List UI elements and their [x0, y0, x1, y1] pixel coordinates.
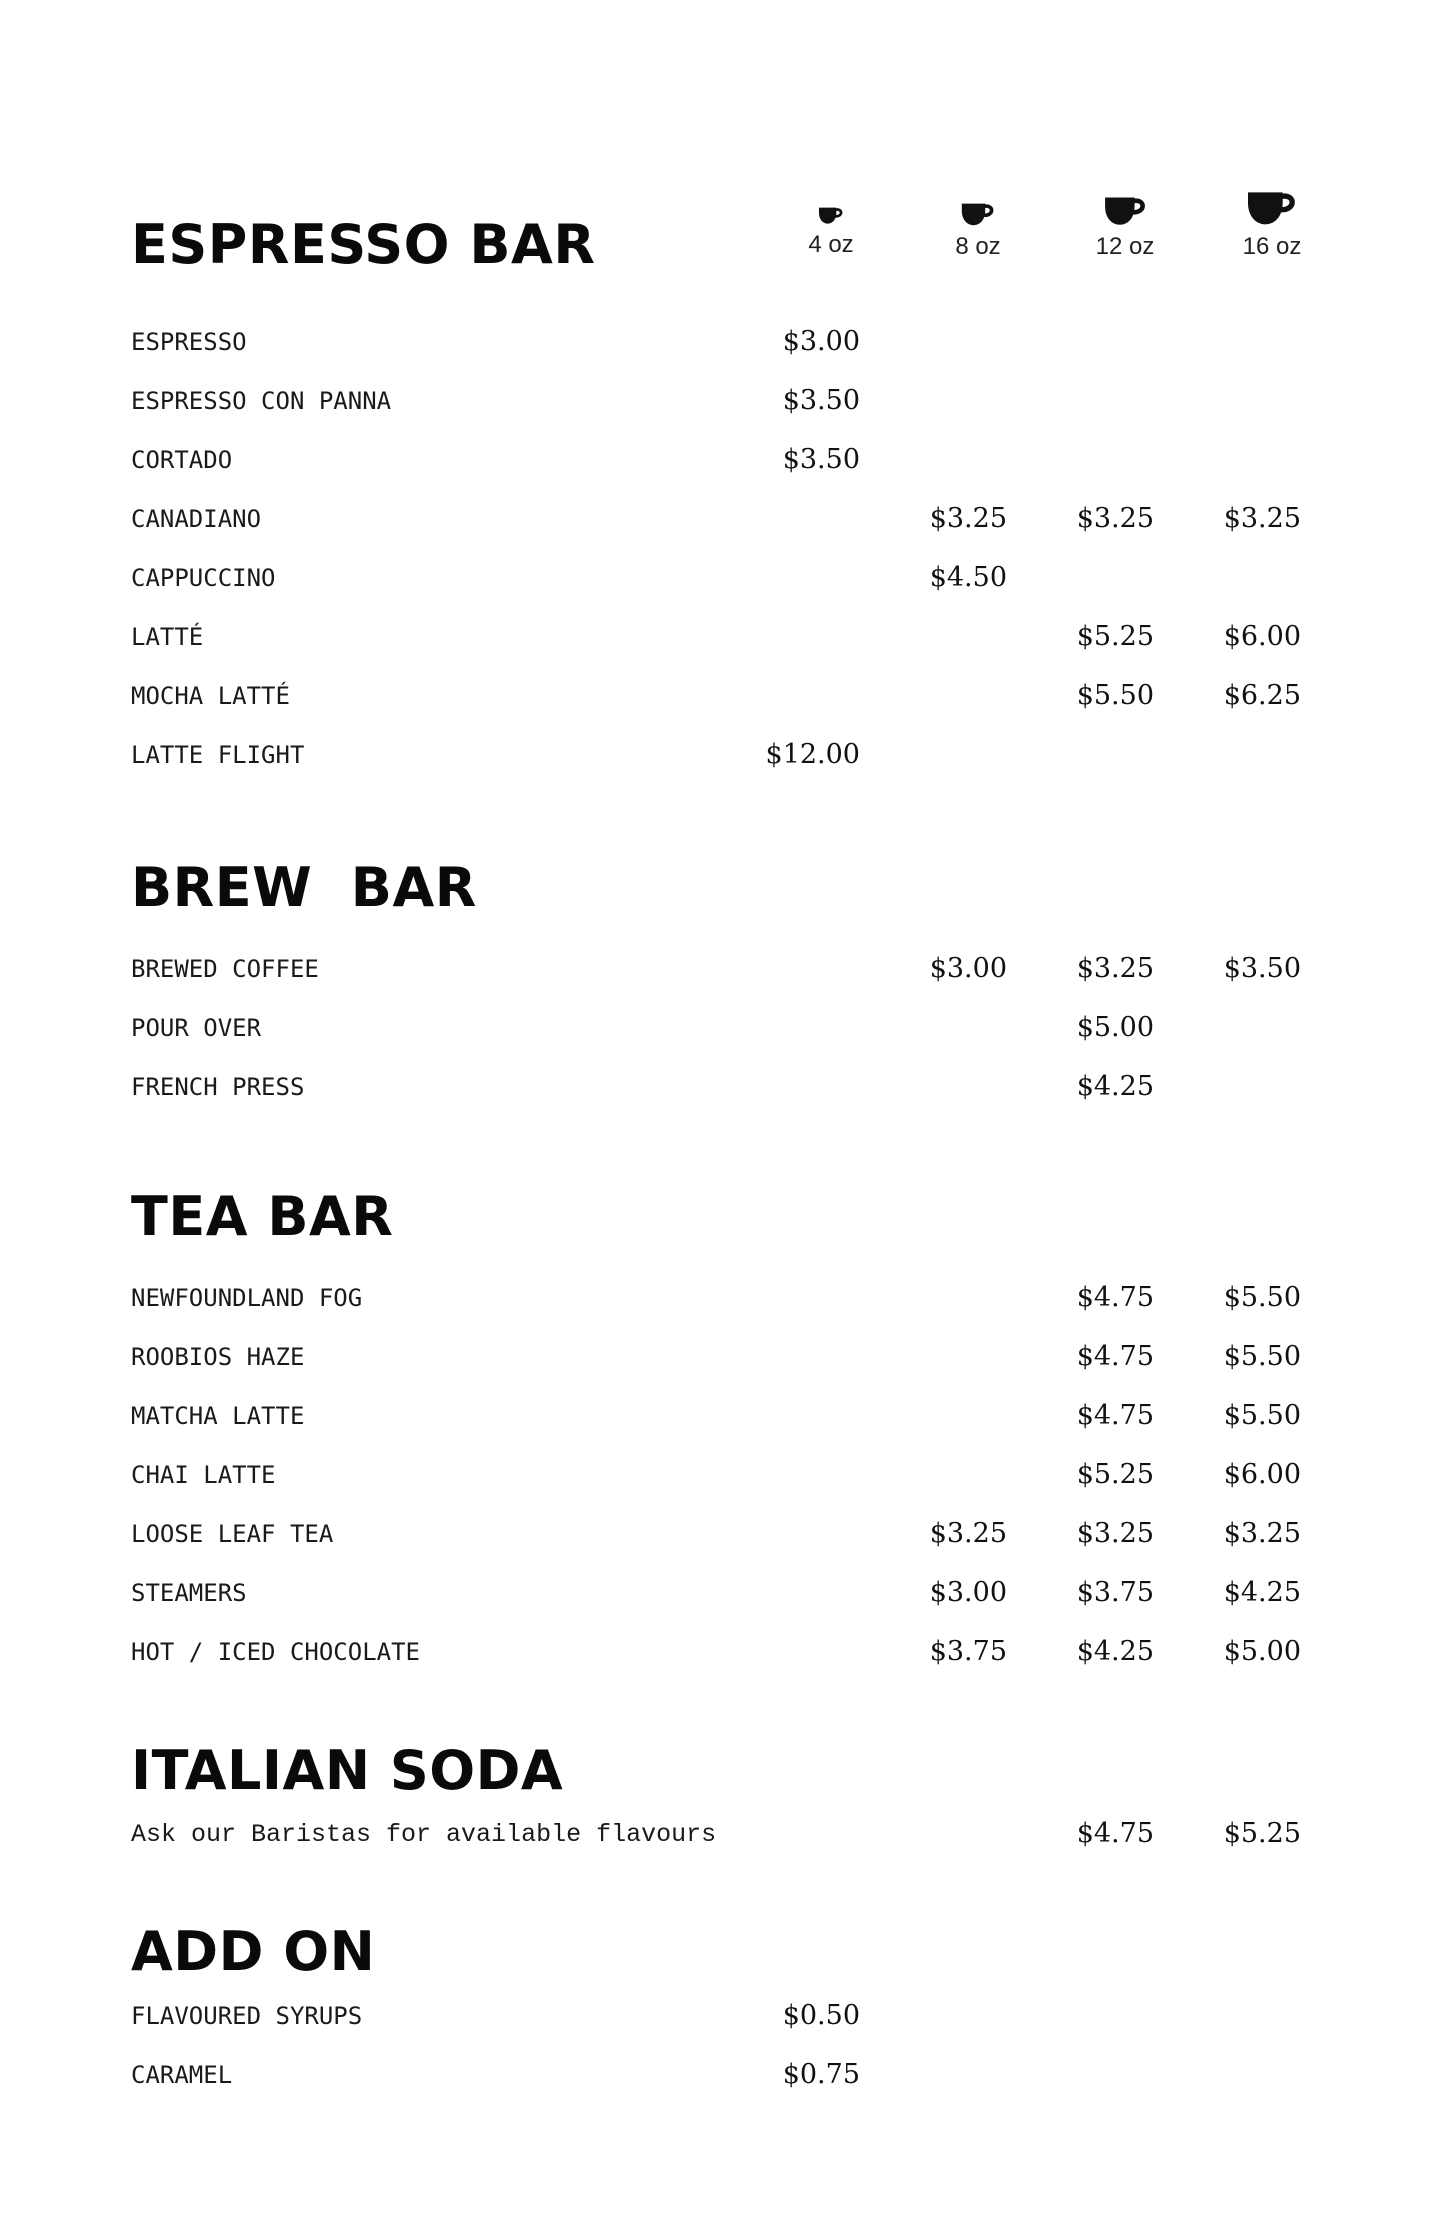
menu-item-name: FLAVOURED SYRUPS — [131, 2002, 363, 2030]
size-header-16oz — [1212, 187, 1332, 261]
menu-item-price-8oz: $3.25 — [929, 503, 1007, 534]
size-header-12oz — [1065, 193, 1185, 261]
menu-item-price-12oz: $3.25 — [1076, 953, 1154, 984]
menu-item-price-12oz: $3.25 — [1076, 1518, 1154, 1549]
menu-item-price-4oz: $3.50 — [782, 385, 860, 416]
menu-item-price-16oz: $5.25 — [1223, 1818, 1301, 1849]
menu-item-price-16oz: $5.50 — [1223, 1341, 1301, 1372]
menu-item-price-12oz: $4.25 — [1076, 1071, 1154, 1102]
menu-item-price-12oz: $3.75 — [1076, 1577, 1154, 1608]
menu-item-price-16oz: $3.50 — [1223, 953, 1301, 984]
menu-item-price-12oz: $5.25 — [1076, 1459, 1154, 1490]
menu-item-price-16oz: $4.25 — [1223, 1577, 1301, 1608]
menu-item-price-12oz: $5.50 — [1076, 680, 1154, 711]
menu-item-price-12oz: $4.25 — [1076, 1636, 1154, 1667]
soda-note: Ask our Baristas for available flavours — [131, 1820, 717, 1849]
menu-item-price-4oz: $3.50 — [782, 444, 860, 475]
menu-item-price-16oz: $3.25 — [1223, 503, 1301, 534]
large-cup-icon — [1102, 193, 1149, 227]
menu-item-name: LATTÉ — [131, 623, 204, 651]
size-label-4oz: 4 oz — [808, 231, 854, 258]
menu-item-price-16oz: $5.00 — [1223, 1636, 1301, 1667]
menu-item-price-4oz: $12.00 — [765, 739, 860, 770]
menu-item-price-8oz: $3.00 — [929, 953, 1007, 984]
menu-item-name: POUR OVER — [131, 1014, 262, 1042]
menu-item-name: FRENCH PRESS — [131, 1073, 305, 1101]
size-header-8oz — [918, 200, 1038, 261]
menu-item-name: HOT / ICED CHOCOLATE — [131, 1638, 420, 1666]
menu-item-name: CANADIANO — [131, 505, 262, 533]
menu-item-price-8oz: $3.00 — [929, 1577, 1007, 1608]
size-label-8oz: 8 oz — [955, 233, 1001, 260]
menu-item-price-12oz: $5.00 — [1076, 1012, 1154, 1043]
italian-soda-title: ITALIAN SODA — [131, 1739, 564, 1802]
menu-item-price-12oz: $4.75 — [1076, 1282, 1154, 1313]
menu-item-name: CARAMEL — [131, 2061, 233, 2089]
menu-item-name: CHAI LATTE — [131, 1461, 276, 1489]
menu-item-price-12oz: $3.25 — [1076, 503, 1154, 534]
menu-item-name: LATTE FLIGHT — [131, 741, 305, 769]
menu-item-name: ROOBIOS HAZE — [131, 1343, 305, 1371]
menu-item-price-12oz: $4.75 — [1076, 1818, 1154, 1849]
menu-item-name: CAPPUCCINO — [131, 564, 276, 592]
menu-item-price-12oz: $4.75 — [1076, 1400, 1154, 1431]
menu-item-price-8oz: $3.75 — [929, 1636, 1007, 1667]
menu-item-name: CORTADO — [131, 446, 233, 474]
menu-item-name: BREWED COFFEE — [131, 955, 319, 983]
menu-item-price-4oz: $0.75 — [782, 2059, 860, 2090]
menu-item-price-16oz: $6.00 — [1223, 1459, 1301, 1490]
menu-item-price-8oz: $4.50 — [929, 562, 1007, 593]
menu-item-price-16oz: $3.25 — [1223, 1518, 1301, 1549]
small-cup-icon — [817, 205, 845, 225]
menu-item-price-12oz: $5.25 — [1076, 621, 1154, 652]
size-header-4oz — [771, 205, 891, 259]
menu-item-name: STEAMERS — [131, 1579, 247, 1607]
menu-item-price-4oz: $0.50 — [782, 2000, 860, 2031]
add-on-title: ADD ON — [131, 1920, 376, 1983]
menu-item-name: ESPRESSO — [131, 328, 247, 356]
menu-item-name: ESPRESSO CON PANNA — [131, 387, 392, 415]
menu-item-name: NEWFOUNDLAND FOG — [131, 1284, 363, 1312]
menu-item-price-16oz: $6.25 — [1223, 680, 1301, 711]
menu-item-price-16oz: $5.50 — [1223, 1282, 1301, 1313]
menu-item-price-12oz: $4.75 — [1076, 1341, 1154, 1372]
tea-bar-title: TEA BAR — [131, 1185, 394, 1248]
menu-item-price-8oz: $3.25 — [929, 1518, 1007, 1549]
espresso-bar-title: ESPRESSO BAR — [131, 213, 596, 276]
menu-item-price-4oz: $3.00 — [782, 326, 860, 357]
menu-item-price-16oz: $5.50 — [1223, 1400, 1301, 1431]
menu-item-price-16oz: $6.00 — [1223, 621, 1301, 652]
menu-item-name: MOCHA LATTÉ — [131, 682, 290, 710]
menu-item-name: LOOSE LEAF TEA — [131, 1520, 334, 1548]
size-label-16oz: 16 oz — [1242, 233, 1302, 260]
size-label-12oz: 12 oz — [1095, 233, 1155, 260]
menu-item-name: MATCHA LATTE — [131, 1402, 305, 1430]
medium-cup-icon — [959, 200, 997, 227]
xlarge-cup-icon — [1244, 187, 1300, 227]
brew-bar-title: BREW BAR — [131, 856, 477, 919]
